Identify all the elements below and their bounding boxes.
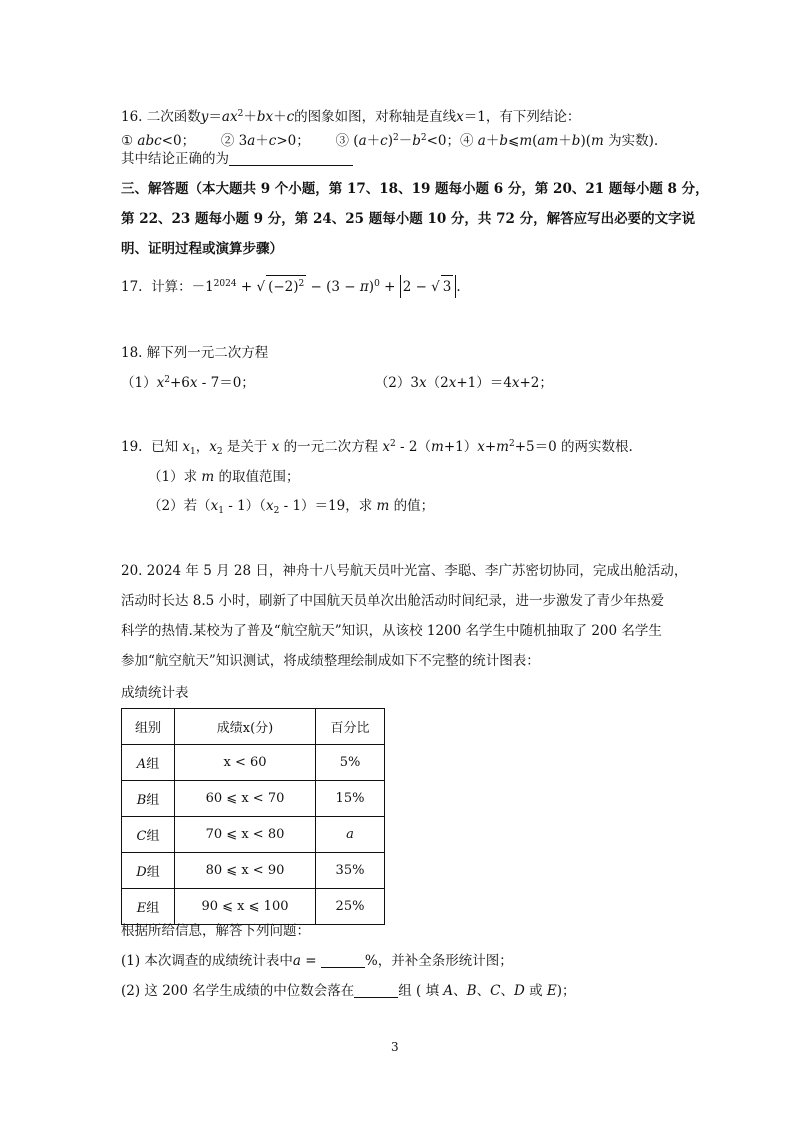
q19-sub2: （2）若$(x_1 - 1)(x_2 - 1)=19$，求 m 的值；: [148, 498, 435, 516]
q18-equations: $(1)x^2+6x - 7=0$； （2）3x（2x+1）＝4x+2；: [121, 375, 553, 391]
q17-expression: 17. 计算：$-1^{2024}$ + √ $(-2)^2 - (3 - \pi)^0 + 2$ − √ 3 .: [121, 275, 461, 298]
section3-line2: 第 22、23 题每小题 9 分，第 24、25 题每小题 10 分，共 72 分，解答应写出必要的文字说: [121, 211, 696, 227]
q20-intro: 根据所给信息，解答下列问题：: [121, 923, 310, 939]
grade-table: [121, 708, 385, 925]
header-percent: 百分比: [316, 709, 385, 745]
q20-line4: 参加“航空航天”知识测试，将成绩整理绘制成如下不完整的统计图表：: [121, 653, 540, 669]
table-row: [122, 889, 385, 925]
percent-cell: a: [316, 817, 385, 853]
page-number: 3: [391, 1040, 399, 1054]
section3-line1: 三、解答题（本大题共 9 个小题，第 17、18、19 题每小题 6 分，第 20、21 题每小题 8 分，: [121, 181, 709, 197]
table-header-row: [122, 709, 385, 745]
header-group: 组别: [122, 709, 175, 745]
q20-blank-group[interactable]: [354, 984, 398, 998]
range-cell: 90 ⩽ x ⩽ 100: [175, 889, 316, 925]
percent-cell: 35%: [316, 853, 385, 889]
table-row: [122, 781, 385, 817]
range-cell: 60 ⩽ x < 70: [175, 781, 316, 817]
group-cell: C组: [122, 817, 175, 853]
percent-cell: 25%: [316, 889, 385, 925]
q20-line3: 科学的热情.某校为了普及“航空航天”知识，从该校 1200 名学生中随机抽取了 200 名学生: [121, 623, 662, 639]
q16-answer-blank[interactable]: [229, 152, 353, 166]
q18-title: 18. 解下列一元二次方程: [121, 345, 269, 361]
range-cell: 70 ⩽ x < 80: [175, 817, 316, 853]
group-cell: A组: [122, 745, 175, 781]
q19-sub1: （1）求 m 的取值范围；: [148, 469, 300, 485]
group-cell: B组: [122, 781, 175, 817]
section3-line3: 明、证明过程或演算步骤）: [121, 241, 283, 257]
q20-blank-a[interactable]: [321, 954, 365, 968]
q20-sub2: (2) 这 200 名学生成绩的中位数会落在 组 ( 填 A、B、C、D 或 E)；: [121, 983, 576, 999]
table-row: [122, 817, 385, 853]
q19-stem: 19. 已知 $x_1$，$x_2$ 是关于 x 的一元二次方程 $x^2 - 2(m+1)x+m^2+5=0$ 的两实数根.: [121, 439, 633, 457]
q20-line1: 20. 2024 年 5 月 28 日，神舟十八号航天员叶光富、李聪、李广苏密切协同，完成出舱活动，: [121, 563, 688, 579]
q16-conclusions: ① abc<0； ② 3a＋c>0； ③ $(a+c)^2-b^2<0$；④ a＋b⩽m(am＋b)(m 为实数).: [121, 133, 659, 149]
q16-answer-line: 其中结论正确的为: [121, 150, 353, 168]
group-cell: D组: [122, 853, 175, 889]
table-title: 成绩统计表: [121, 685, 189, 701]
header-score: 成绩x(分): [175, 709, 316, 745]
q20-sub1: (1) 本次调查的成绩统计表中a = %，并补全条形统计图；: [121, 953, 513, 969]
range-cell: 80 ⩽ x < 90: [175, 853, 316, 889]
range-cell: x < 60: [175, 745, 316, 781]
percent-cell: 15%: [316, 781, 385, 817]
table-row: [122, 745, 385, 781]
percent-cell: 5%: [316, 745, 385, 781]
table-row: [122, 853, 385, 889]
q20-line2: 活动时长达 8.5 小时，刷新了中国航天员单次出舱活动时间纪录，进一步激发了青少年热爱: [121, 593, 665, 609]
q16-stem: 16. 二次函数$y=ax^2+bx+c$的图象如图，对称轴是直线x＝1，有下列结论：: [121, 109, 581, 125]
group-cell: E组: [122, 889, 175, 925]
